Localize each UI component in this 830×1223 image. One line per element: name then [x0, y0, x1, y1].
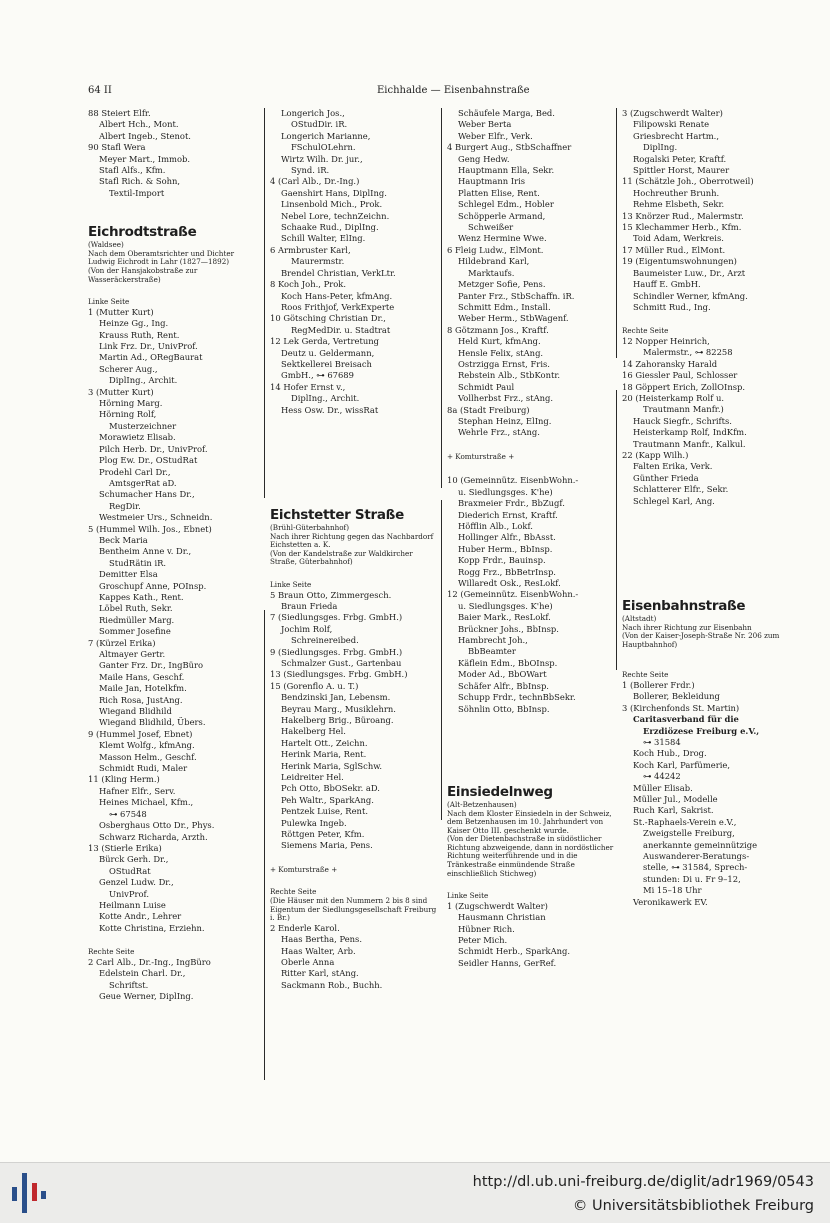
resident-line: Schindler Werner, kfmAng.	[633, 290, 748, 301]
spacer	[270, 874, 440, 888]
spacer	[447, 715, 615, 737]
resident-line: Meyer Mart., Immob.	[99, 153, 191, 164]
resident-line: Altmayer Gertr.	[99, 649, 166, 659]
house-entry: 10 Götsching Christian Dr.,	[270, 313, 386, 324]
resident-line: Schumacher Hans Dr.,	[99, 489, 195, 500]
resident-line: Hakelberg Brig., Büroang.	[281, 715, 394, 725]
resident-line: Toid Adam, Werkreis.	[633, 233, 724, 244]
resident-line: Brendel Christian, VerkLtr.	[281, 267, 396, 278]
house-entry: 5 Braun Otto, Zimmergesch.	[270, 589, 392, 600]
spacer	[88, 934, 263, 948]
house-entry: 6 Fleig Ludw., ElMont.	[447, 244, 544, 255]
house-entry: 12 Nopper Heinrich,	[622, 335, 710, 346]
house-entry: 8a (Stadt Freiburg)	[447, 404, 530, 415]
resident-line: Hambrecht Joh.,	[458, 635, 528, 646]
resident-line: Beyrau Marg., Musiklehrn.	[281, 703, 396, 714]
resident-line: Oberle Anna	[281, 957, 335, 968]
resident-line: Longerich Jos.,	[281, 108, 345, 118]
resident-line: Bürck Gerh. Dr.,	[99, 854, 169, 865]
resident-line: Hauck Siegfr., Schrifts.	[633, 415, 732, 426]
resident-line: Koch Karl, Parfümerie,	[633, 759, 731, 770]
resident-line: Kappes Kath., Rent.	[99, 591, 184, 602]
resident-line: Ritter Karl, stAng.	[281, 968, 359, 979]
resident-line: Stafl Rich. & Sohn,	[99, 176, 181, 187]
resident-line: Marktaufs.	[468, 267, 515, 278]
resident-line: FSchulOLehrn.	[291, 142, 356, 153]
house-entry: 3 (Zugschwerdt Walter)	[622, 108, 723, 118]
resident-line: Trautmann Manfr.)	[643, 404, 724, 415]
resident-line: Brückner Johs., BbInsp.	[458, 623, 559, 634]
resident-line: Gaenshirt Hans, DiplIng.	[281, 187, 387, 198]
resident-line: Malermstr., ⊶ 82258	[643, 347, 733, 358]
resident-line: Veronikawerk EV.	[633, 896, 708, 907]
spacer	[270, 438, 440, 460]
resident-line: Ganter Frz. Dr., IngBüro	[99, 660, 204, 671]
resident-line: Falten Erika, Verk.	[633, 461, 713, 472]
resident-line: AmtsgerRat aD.	[109, 477, 177, 488]
resident-line: Mi 15–18 Uhr	[643, 885, 702, 896]
resident-line: Maurermstr.	[291, 256, 345, 267]
column-rule	[264, 108, 265, 498]
spacer	[622, 313, 790, 327]
resident-line: Hensle Felix, stAng.	[458, 347, 544, 358]
resident-line: Genzel Ludw. Dr.,	[99, 877, 174, 888]
house-entry: 12 (Gemeinnütz. EisenbWohn.-	[447, 589, 579, 600]
resident-line: Baier Mark., ResLokf.	[458, 612, 551, 623]
resident-line: Ruch Karl, Sakrist.	[633, 805, 714, 816]
street-note: + Komturstraße +	[447, 451, 515, 461]
street-heading: Eichrodtstraße	[88, 224, 197, 241]
resident-line: GmbH., ⊶ 67689	[281, 370, 354, 381]
resident-line: Günther Frieda	[633, 472, 699, 483]
resident-line: Martin Ad., ORegBaurat	[99, 352, 203, 363]
resident-line: Schupp Frdr., technBbSekr.	[458, 692, 576, 703]
resident-line: Prodehl Carl Dr.,	[99, 466, 171, 477]
house-entry: 1 (Mutter Kurt)	[88, 306, 154, 317]
house-entry: 13 (Siedlungsges. Frbg. GmbH.)	[270, 669, 408, 680]
resident-line: Masson Helm., Geschf.	[99, 751, 197, 762]
resident-line: Schwarz Richarda, Arzth.	[99, 831, 208, 842]
spacer	[622, 529, 790, 551]
resident-line: Rehme Elsbeth, Sekr.	[633, 199, 725, 210]
resident-line: DiplIng., Archit.	[109, 375, 178, 386]
resident-line: Weber Berta	[458, 119, 512, 130]
house-entry: 90 Stafl Wera	[88, 142, 146, 153]
resident-line: Hörning Marg.	[99, 398, 163, 409]
resident-line: RegDir.	[109, 500, 141, 511]
column-rule	[441, 500, 442, 820]
street-note: + Komturstraße +	[270, 864, 338, 874]
street-note: Nach dem Kloster Einsiedeln in der Schweiz, dem Betzenhausen im 10. Jahrhundert von Kaiser Otto III. geschenkt wurde.	[447, 808, 612, 835]
street-note: (Brühl-Güterbahnhof)	[270, 522, 350, 532]
resident-line: Filipowski Renate	[633, 119, 710, 130]
resident-line: Schweißer	[468, 222, 514, 233]
resident-line: Seidler Hanns, GerRef.	[458, 957, 557, 968]
resident-line: stunden: Di u. Fr 9–12,	[643, 873, 741, 884]
house-entry: 9 (Siedlungsges. Frbg. GmbH.)	[270, 646, 403, 657]
resident-line: Schöpperle Armand,	[458, 210, 546, 221]
resident-line: u. Siedlungsges. K'he)	[458, 486, 553, 497]
resident-line: Stafl Alfs., Kfm.	[99, 165, 166, 176]
house-entry: 13 Knörzer Rud., Malermstr.	[622, 210, 744, 221]
resident-line: Herink Maria, SglSchw.	[281, 760, 383, 771]
resident-line: Haas Bertha, Pens.	[281, 934, 363, 945]
column-rule	[616, 108, 617, 358]
resident-line: Osberghaus Otto Dr., Phys.	[99, 820, 215, 831]
resident-line: Schmidt Paul	[458, 381, 515, 392]
resident-line: Edelstein Charl. Dr.,	[99, 968, 186, 979]
resident-line: Groschupf Anne, POInsp.	[99, 580, 207, 591]
house-entry: 11 (Schätzle Joh., Oberrotweil)	[622, 176, 754, 187]
resident-line: Trautmann Manfr., Kalkul.	[633, 438, 746, 449]
resident-line: Deutz u. Geldermann,	[281, 347, 375, 358]
spacer	[622, 551, 790, 573]
resident-line: Nebel Lore, technZeichn.	[281, 210, 390, 221]
resident-line: Geue Werner, DiplIng.	[99, 990, 194, 1001]
resident-line: Kotte Andr., Lehrer	[99, 911, 182, 922]
permalink[interactable]: http://dl.ub.uni-freiburg.de/diglit/adr1969/0543	[472, 1174, 814, 1190]
house-entry: 8 Koch Joh., Prok.	[270, 279, 347, 290]
resident-line: Sektkellerei Breisach	[281, 358, 372, 369]
house-entry: 14 Hofer Ernst v.,	[270, 381, 346, 392]
street-note: Nach ihrer Richtung gegen das Nachbardorf Eichstetten a. K.	[270, 531, 434, 550]
spacer	[447, 737, 615, 759]
resident-line: Hildebrand Karl,	[458, 256, 530, 267]
house-entry: 8 Götzmann Jos., Kraftf.	[447, 324, 549, 335]
viewer-footer	[0, 1162, 830, 1223]
house-entry: 6 Armbruster Karl,	[270, 244, 351, 255]
resident-line: Stephan Heinz, ElIng.	[458, 415, 552, 426]
house-entry: 19 (Eigentumswohnungen)	[622, 256, 737, 267]
house-entry: 17 Müller Rud., ElMont.	[622, 244, 726, 255]
resident-line: Braxmeier Frdr., BbZugf.	[458, 498, 565, 509]
resident-line: Willaredt Osk., ResLokf.	[458, 578, 561, 589]
resident-line: Bendzinski Jan, Lebensm.	[281, 692, 391, 703]
house-entry: 13 (Stierle Erika)	[88, 842, 162, 853]
column-rule	[264, 610, 265, 1080]
resident-line: Musterzeichner	[109, 420, 177, 431]
resident-line: Schäfer Alfr., BbInsp.	[458, 680, 549, 691]
house-entry: 10 (Gemeinnütz. EisenbWohn.-	[447, 475, 579, 486]
house-entry: 15 Klechammer Herb., Kfm.	[622, 222, 742, 233]
resident-line: Wiegand Blidhild	[99, 706, 172, 717]
resident-line: OStudDir. iR.	[291, 119, 348, 130]
resident-line: Röttgen Peter, Kfm.	[281, 829, 365, 840]
resident-line: Käflein Edm., BbOInsp.	[458, 657, 558, 668]
resident-line: Roos Frithjof, VerkExperte	[281, 301, 395, 312]
resident-line: Klemt Wolfg., kfmAng.	[99, 740, 195, 751]
street-note: Rechte Seite	[622, 670, 669, 680]
resident-line: Zweigstelle Freiburg,	[643, 828, 735, 839]
resident-line: Spittler Horst, Maurer	[633, 165, 730, 176]
column-1	[88, 108, 263, 1002]
resident-line: Caritasverband für die	[633, 714, 739, 725]
spacer	[622, 649, 790, 671]
resident-line: Heisterkamp Rolf, IndKfm.	[633, 427, 747, 438]
resident-line: Pch Otto, BbOSekr. aD.	[281, 783, 380, 794]
resident-line: Sackmann Rob., Buchh.	[281, 979, 383, 990]
resident-line: Hörning Rolf,	[99, 409, 157, 420]
resident-line: Leidreiter Hel.	[281, 772, 344, 783]
resident-line: Geng Hedw.	[458, 153, 510, 164]
copyright-notice: © Universitätsbibliothek Freiburg	[572, 1198, 814, 1214]
spacer	[447, 878, 615, 892]
resident-line: Metzger Sofie, Pens.	[458, 279, 546, 290]
resident-line: Baumeister Luw., Dr., Arzt	[633, 267, 746, 278]
house-entry: 15 (Gorenflo A. u. T.)	[270, 680, 359, 691]
resident-line: Erzdiözese Freiburg e.V.,	[643, 725, 760, 736]
street-note: (Von der Hansjakobstraße zur Wasseräckerstraße)	[88, 266, 198, 284]
page-number: 64 II	[88, 85, 112, 96]
street-note: (Von der Kandelstraße zur Waldkircher Straße, Güterbahnhof)	[270, 548, 413, 567]
resident-line: Rogg Frz., BbBetrInsp.	[458, 566, 556, 577]
street-note: Rechte Seite	[622, 326, 669, 336]
resident-line: Hochreuther Brunh.	[633, 187, 720, 198]
resident-line: Kopp Frdr., Bauinsp.	[458, 555, 546, 566]
resident-line: Maile Jan, Hotelkfm.	[99, 683, 187, 694]
resident-line: Held Kurt, kfmAng.	[458, 336, 541, 347]
resident-line: u. Siedlungsges. K'he)	[458, 600, 553, 611]
house-entry: 1 (Zugschwerdt Walter)	[447, 900, 548, 911]
resident-line: Schmitt Rud., Ing.	[633, 301, 711, 312]
house-entry: 5 (Hummel Wilh. Jos., Ebnet)	[88, 523, 212, 534]
resident-line: Siemens Maria, Pens.	[281, 840, 373, 851]
resident-line: ⊶ 67548	[109, 808, 147, 819]
resident-line: Schäufele Marga, Bed.	[458, 108, 555, 118]
resident-line: Griesbrecht Hartm.,	[633, 130, 719, 141]
street-note: Linke Seite	[447, 891, 489, 901]
spacer	[88, 284, 263, 298]
resident-line: Hauff E. GmbH.	[633, 279, 701, 290]
resident-line: Diederich Ernst, Kraftf.	[458, 509, 558, 520]
street-note: (Altstadt)	[622, 614, 657, 623]
column-rule	[441, 108, 442, 488]
house-entry: 1 (Bollerer Frdr.)	[622, 679, 695, 690]
resident-line: Bentheim Anne v. Dr.,	[99, 546, 192, 557]
resident-line: Schmidt Rudi, Maler	[99, 763, 188, 774]
resident-line: Auswanderer-Beratungs-	[643, 851, 750, 862]
resident-line: Hakelberg Hel.	[281, 726, 346, 737]
resident-line: Panter Frz., StbSchaffn. iR.	[458, 290, 575, 301]
resident-line: Schill Walter, ElIng.	[281, 233, 366, 244]
resident-line: Söhnlin Otto, BbInsp.	[458, 703, 550, 714]
house-entry: 7 (Siedlungsges. Frbg. GmbH.)	[270, 612, 403, 623]
resident-line: Hausmann Christian	[458, 912, 546, 923]
running-title: Eichhalde — Eisenbahnstraße	[377, 85, 530, 96]
house-entry: 7 (Kürzel Erika)	[88, 637, 156, 648]
resident-line: Hauptmann Iris	[458, 176, 526, 187]
resident-line: Link Frz. Dr., UnivProf.	[99, 341, 198, 352]
resident-line: stelle, ⊶ 31584, Sprech-	[643, 862, 748, 873]
resident-line: Plog Ew. Dr., OStudRat	[99, 455, 198, 466]
resident-line: DiplIng., Archit.	[291, 393, 360, 404]
spacer	[270, 416, 440, 438]
house-entry: 3 (Kirchenfonds St. Martin)	[622, 702, 740, 713]
house-entry: 4 (Carl Alb., Dr.-Ing.)	[270, 176, 360, 187]
house-entry: 4 Burgert Aug., StbSchaffner	[447, 142, 572, 153]
spacer	[270, 567, 440, 581]
house-entry: 22 (Kapp Wilh.)	[622, 449, 689, 460]
resident-line: Hollinger Alfr., BbAsst.	[458, 532, 556, 543]
resident-line: Heinze Gg., Ing.	[99, 318, 169, 329]
street-note: (Von der Kaiser-Joseph-Straße Nr. 206 zum Hauptbahnhof)	[622, 631, 780, 649]
resident-line: Schlegel Karl, Ang.	[633, 495, 715, 506]
resident-line: Westmeier Urs., Schneidn.	[99, 512, 213, 523]
resident-line: Albert Ingeb., Stenot.	[99, 130, 191, 141]
street-heading: Eichstetter Straße	[270, 506, 404, 523]
house-entry: 88 Steiert Elfr.	[88, 108, 151, 118]
resident-line: Jochim Rolf,	[281, 623, 333, 634]
house-entry: 9 (Hummel Josef, Ebnet)	[88, 728, 193, 739]
resident-line: Ostrzigga Ernst, Fris.	[458, 358, 550, 369]
resident-line: St.-Raphaels-Verein e.V.,	[633, 816, 737, 827]
resident-line: Braun Frieda	[281, 600, 338, 611]
resident-line: Höfflin Alb., Lokf.	[458, 521, 533, 531]
resident-line: Hauptmann Ella, Sekr.	[458, 165, 555, 176]
resident-line: DiplIng.	[643, 142, 678, 153]
street-note: (Von der Dietenbachstraße in südöstlicher Richtung abzweigende, dann in nordöstlicher Richtung weiterführende und in die Tränkestraße einmündende Straße einschließlich Stichweg)	[447, 834, 614, 878]
resident-line: BbBeamter	[468, 646, 516, 657]
street-note: (Waldsee)	[88, 240, 124, 250]
resident-line: Schreinereibed.	[291, 635, 359, 646]
spacer	[447, 461, 615, 475]
street-note: (Die Häuser mit den Nummern 2 bis 8 sind Eigentum der Siedlungsgesellschaft Freiburg i. Br.)	[270, 896, 437, 923]
resident-line: StudRätin iR.	[109, 557, 167, 568]
resident-line: Schmidt Herb., SparkAng.	[458, 946, 571, 957]
street-note: Nach dem Oberamtsrichter und Dichter Ludwig Eichrodt in Lahr (1827—1892)	[88, 248, 235, 267]
resident-line: anerkannte gemeinnützige	[643, 839, 758, 850]
resident-line: Koch Hub., Drog.	[633, 748, 707, 759]
resident-line: Maile Hans, Geschf.	[99, 671, 185, 682]
resident-line: Wehrle Frz., stAng.	[458, 427, 540, 438]
house-entry: 14 Zahoransky Harald	[622, 358, 718, 369]
resident-line: Wenz Hermine Wwe.	[458, 233, 547, 244]
house-entry: 20 (Heisterkamp Rolf u.	[622, 392, 725, 403]
resident-line: ⊶ 44242	[643, 771, 681, 782]
resident-line: Wirtz Wilh. Dr. jur.,	[281, 153, 363, 164]
street-note: Rechte Seite	[270, 887, 317, 897]
spacer	[270, 460, 440, 482]
house-entry: 16 Giessler Paul, Schlosser	[622, 370, 738, 381]
resident-line: Riedmüller Marg.	[99, 614, 175, 625]
resident-line: Peter Mich.	[458, 935, 508, 946]
house-entry: 3 (Mutter Kurt)	[88, 386, 154, 397]
resident-line: Müller Jul., Modelle	[633, 794, 718, 805]
resident-line: OStudRat	[109, 865, 151, 876]
resident-line: Platten Elise, Rent.	[458, 187, 540, 198]
resident-line: Scherer Aug.,	[99, 363, 158, 374]
street-heading: Eisenbahnstraße	[622, 598, 746, 614]
column-3	[447, 108, 615, 969]
spacer	[270, 482, 440, 504]
resident-line: Hess Osw. Dr., wissRat	[281, 404, 379, 415]
resident-line: Weber Elfr., Verk.	[458, 130, 533, 141]
resident-line: Schriftst.	[109, 979, 149, 990]
library-logo-icon	[8, 1169, 50, 1217]
spacer	[447, 759, 615, 781]
column-rule	[616, 390, 617, 670]
resident-line: Heilmann Luise	[99, 899, 166, 910]
house-entry: 12 Lek Gerda, Vertretung	[270, 336, 379, 347]
house-entry: 2 Enderle Karol.	[270, 922, 340, 933]
spacer	[88, 199, 263, 221]
resident-line: Schlegel Edm., Hobler	[458, 199, 554, 210]
resident-line: Synd. iR.	[291, 165, 330, 176]
street-note: Linke Seite	[88, 297, 130, 307]
column-4	[622, 108, 790, 908]
resident-line: Sommer Josefine	[99, 626, 171, 637]
resident-line: Pilch Herb. Dr., UnivProf.	[99, 443, 208, 454]
resident-line: Hartelt Ott., Zeichn.	[281, 737, 368, 748]
resident-line: Rogalski Peter, Kraftf.	[633, 153, 727, 164]
house-entry: 18 Göppert Erich, ZollOInsp.	[622, 381, 746, 392]
resident-line: Kotte Christina, Erziehn.	[99, 922, 205, 933]
house-entry: 11 (Kling Herm.)	[88, 774, 160, 785]
resident-line: Schlatterer Elfr., Sekr.	[633, 484, 729, 495]
house-entry: 2 Carl Alb., Dr.-Ing., IngBüro	[88, 956, 211, 967]
spacer	[270, 852, 440, 866]
resident-line: Koch Hans-Peter, kfmAng.	[281, 290, 393, 301]
resident-line: Pulewka Ingeb.	[281, 817, 347, 828]
street-note: (Alt-Betzenhausen)	[447, 799, 517, 809]
resident-line: Pentzek Luise, Rent.	[281, 806, 368, 817]
column-2	[270, 108, 440, 991]
resident-line: Herink Maria, Rent.	[281, 749, 367, 760]
resident-line: Morawietz Elisab.	[99, 432, 176, 443]
resident-line: Hübner Rich.	[458, 923, 515, 934]
resident-line: Rebstein Alb., StbKontr.	[458, 370, 561, 381]
resident-line: Löbel Ruth, Sekr.	[99, 603, 173, 614]
street-note: Linke Seite	[270, 579, 312, 589]
resident-line: Weber Herm., StbWagenf.	[458, 313, 569, 324]
street-heading: Einsiedelnweg	[447, 783, 553, 800]
resident-line: Vollherbst Frz., stAng.	[458, 393, 554, 404]
resident-line: Schaake Rud., DiplIng.	[281, 222, 379, 233]
spacer	[447, 439, 615, 453]
resident-line: Krauss Ruth, Rent.	[99, 329, 180, 340]
spacer	[622, 573, 790, 595]
street-note: Rechte Seite	[88, 947, 135, 957]
resident-line: Moder Ad., BbOWart	[458, 669, 547, 680]
resident-line: Bollerer, Bekleidung	[633, 691, 720, 702]
resident-line: Müller Elisab.	[633, 782, 693, 793]
spacer	[622, 507, 790, 529]
resident-line: Haas Walter, Arb.	[281, 945, 356, 956]
resident-line: Hafner Elfr., Serv.	[99, 785, 176, 796]
resident-line: Huber Herm., BbInsp.	[458, 543, 553, 554]
resident-line: UnivProf.	[109, 888, 150, 899]
resident-line: Textil-Import	[109, 187, 165, 198]
resident-line: Longerich Marianne,	[281, 130, 371, 141]
street-note: Nach ihrer Richtung zur Eisenbahn	[622, 622, 752, 632]
resident-line: Peh Waltr., SparkAng.	[281, 794, 374, 805]
resident-line: Wiegand Blidhild, Übers.	[99, 717, 206, 728]
resident-line: RegMedDir. u. Stadtrat	[291, 324, 391, 335]
resident-line: Schmitt Edm., Install.	[458, 301, 551, 312]
resident-line: ⊶ 31584	[643, 737, 681, 747]
resident-line: Albert Hch., Mont.	[99, 119, 179, 130]
resident-line: Rich Rosa, JustAng.	[99, 694, 183, 705]
resident-line: Schmalzer Gust., Gartenbau	[281, 657, 402, 668]
resident-line: Heines Michael, Kfm.,	[99, 797, 194, 808]
resident-line: Demitter Elsa	[99, 569, 158, 580]
resident-line: Linsenbold Mich., Prok.	[281, 199, 383, 210]
resident-line: Beck Maria	[99, 534, 148, 545]
